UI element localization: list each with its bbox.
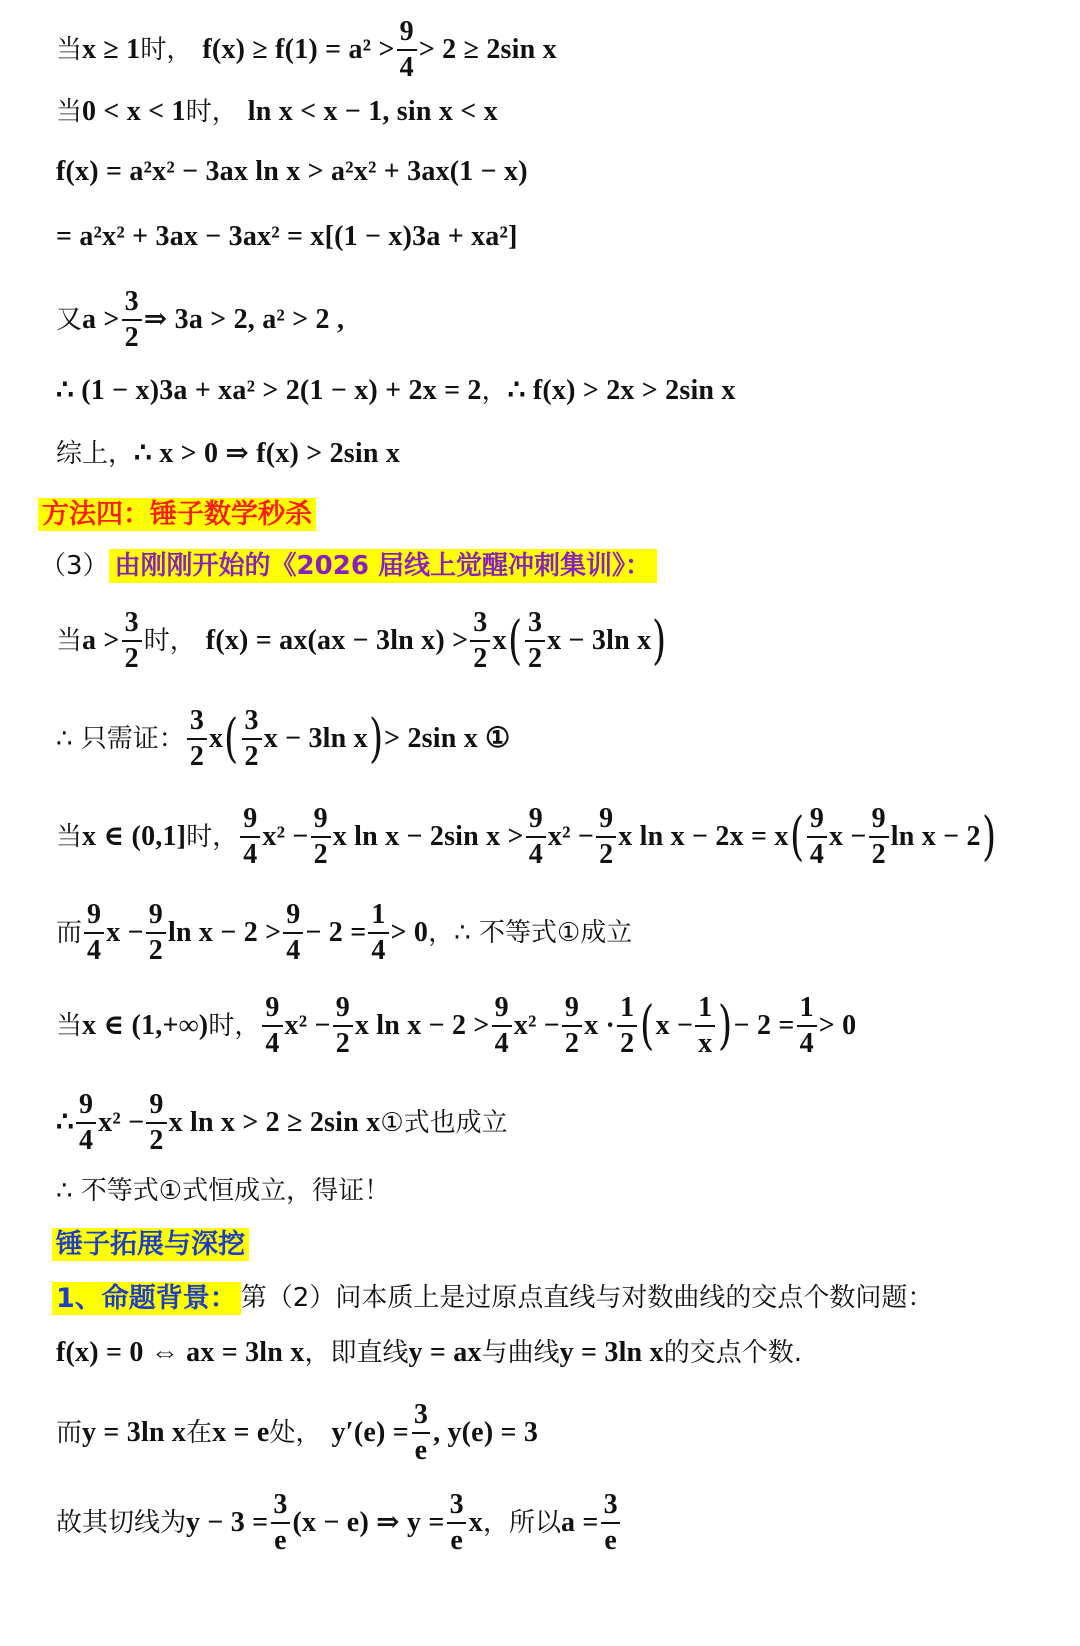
text: 当: [56, 35, 83, 65]
line-7: [56, 437, 1072, 471]
text: 时，: [208, 1011, 261, 1041]
line-10: ∴ 只需证： $\frac{3}{2}$ x ( $\frac{3}{2}$ x − 3ln x ) > 2sin x ①: [56, 705, 511, 772]
math: x² −: [284, 1010, 331, 1041]
fraction: $\frac{9}{4}$: [240, 805, 260, 869]
line-2: [56, 96, 1072, 128]
line-14: [56, 1087, 1072, 1159]
fraction: $\frac{9}{2}$: [562, 994, 582, 1058]
text: ∴ 不等式①式恒成立，得证！: [56, 1176, 391, 1206]
math: = a²x² + 3ax − 3ax² = x[(1 − x)3a + xa²]: [56, 221, 518, 252]
text: ①式也成立: [380, 1108, 508, 1138]
fraction: $\frac{3}{2}$: [242, 707, 262, 771]
math: y = 3ln x: [82, 1417, 187, 1448]
heading-text: 锤子拓展与深挖: [52, 1228, 249, 1261]
math: a >: [82, 304, 120, 335]
math: > 2 ≥ 2sin x: [418, 34, 557, 65]
fraction: $\frac{9}{4}$: [84, 901, 104, 965]
math: x² −: [262, 821, 309, 852]
fraction: $\frac{3}{e}$: [601, 1491, 621, 1555]
math: ∴ f(x) > 2x > 2sin x: [507, 375, 736, 406]
line-4: [56, 220, 1072, 254]
math: − 2 =: [733, 1010, 795, 1041]
math: > 0: [390, 917, 429, 948]
line-12: [56, 897, 1072, 969]
math: > 0: [818, 1010, 857, 1041]
text: 当: [56, 97, 83, 127]
line-13: 当 x ∈ (1,+∞) 时， $\frac{9}{4}$ x² − $\frac{9}{2}$ x ln x − 2 > $\frac{9}{4}$ x² − $\frac{9}{2}$ x · $\frac{1}{2}$ ( x − $\frac{1}{x}$ ) − 2 = $\frac{1}{4}$ > 0: [56, 992, 857, 1059]
math: , y(e) = 3: [433, 1417, 539, 1448]
fraction: $\frac{3}{2}$: [187, 707, 207, 771]
fraction: $\frac{9}{2}$: [333, 994, 353, 1058]
text: 故其切线为: [56, 1508, 187, 1538]
fraction: $\frac{1}{4}$: [797, 994, 817, 1058]
text: 而: [56, 1418, 83, 1448]
text: 的交点个数.: [663, 1338, 802, 1368]
math: x ln x − 2x = x: [618, 821, 789, 852]
text: ，∴ 不等式①成立: [428, 918, 633, 948]
math: x −: [829, 821, 867, 852]
fraction: $\frac{3}{2}$: [122, 288, 142, 352]
line-15: [56, 1174, 1072, 1208]
fraction: $\frac{1}{2}$: [617, 994, 637, 1058]
line-8: [40, 548, 1072, 584]
line-1: [56, 18, 1072, 82]
math: x ln x − 2sin x >: [332, 821, 524, 852]
fraction: $\frac{9}{2}$: [869, 805, 889, 869]
text: 当: [56, 626, 83, 656]
line-9: 当 a > $\frac{3}{2}$ 时， f(x) = ax(ax − 3ln x) > $\frac{3}{2}$ x ( $\frac{3}{2}$ x − 3ln x ): [56, 607, 667, 674]
fraction: $\frac{3}{e}$: [411, 1401, 431, 1465]
fraction: $\frac{3}{2}$: [122, 609, 142, 673]
highlight-text: 由刚刚开始的《2026 届线上觉醒冲刺集训》：: [109, 549, 657, 583]
math: x ≥ 1: [82, 34, 141, 65]
fraction: $\frac{3}{2}$: [470, 609, 490, 673]
math: − 2 =: [305, 917, 367, 948]
math: x ∈ (0,1]: [82, 821, 187, 852]
math: a =: [561, 1507, 599, 1538]
fraction: $\frac{9}{2}$: [146, 901, 166, 965]
math: x: [492, 625, 507, 656]
math: x −: [655, 1010, 694, 1041]
math: x² −: [98, 1107, 145, 1138]
text: ，所以: [483, 1508, 562, 1538]
math: y − 3 =: [186, 1507, 269, 1538]
fraction: $\frac{9}{4}$: [397, 18, 417, 82]
fraction: $\frac{9}{4}$: [807, 805, 827, 869]
fraction: $\frac{3}{2}$: [525, 609, 545, 673]
section-heading-method-four: [38, 496, 1072, 532]
math: 0 < x < 1: [82, 96, 186, 127]
fraction: $\frac{9}{2}$: [146, 1091, 166, 1155]
math: x ln x > 2 ≥ 2sin x: [168, 1107, 381, 1138]
math: ∴ x > 0 ⇒ f(x) > 2sin x: [134, 438, 401, 469]
math: x − 3ln x: [263, 723, 368, 754]
fraction: $\frac{9}{4}$: [526, 805, 546, 869]
text: 第（2）问本质上是过原点直线与对数曲线的交点个数问题：: [240, 1283, 934, 1313]
fraction: $\frac{9}{2}$: [311, 805, 331, 869]
text: 与曲线: [481, 1338, 560, 1368]
fraction: $\frac{1}{4}$: [368, 901, 388, 965]
fraction: $\frac{3}{e}$: [447, 1491, 467, 1555]
line-17: [56, 1335, 1072, 1371]
math: x − 3ln x: [547, 625, 652, 656]
math: ∴ (1 − x)3a + xa² > 2(1 − x) + 2x = 2: [56, 375, 482, 406]
fraction: $\frac{9}{4}$: [283, 901, 303, 965]
line-6: [56, 374, 1072, 408]
text: ∴ 只需证：: [56, 724, 185, 754]
heading-text: 方法四：锤子数学秒杀: [38, 498, 316, 531]
math: f(x) = a²x² − 3ax ln x > a²x² + 3ax(1 − x): [56, 156, 528, 187]
fraction: $\frac{9}{2}$: [596, 805, 616, 869]
math: f(x) = ax(ax − 3ln x) >: [205, 625, 469, 656]
math: ln x − 2 >: [167, 917, 282, 948]
math: x = e: [212, 1417, 270, 1448]
highlight-text: 1、命题背景：: [52, 1282, 241, 1315]
line-19: [56, 1490, 1072, 1556]
fraction: $\frac{9}{4}$: [262, 994, 282, 1058]
math: ln x < x − 1, sin x < x: [247, 96, 498, 127]
math: y = ax: [408, 1337, 482, 1368]
text: ，即直线: [304, 1338, 409, 1368]
text: ，: [481, 376, 508, 406]
math: x: [209, 723, 224, 754]
fraction: $\frac{9}{4}$: [492, 994, 512, 1058]
math: a >: [82, 625, 120, 656]
text: 又: [56, 305, 83, 335]
math: x ∈ (1,+∞): [82, 1010, 209, 1041]
line-11: 当 x ∈ (0,1] 时， $\frac{9}{4}$ x² − $\frac{9}{2}$ x ln x − 2sin x > $\frac{9}{4}$ x² − $\frac{9}{2}$ x ln x − 2x = x ( $\frac{9}{4}$ x − $\frac{9}{2}$ ln x − 2 ): [56, 803, 996, 870]
math: x² −: [547, 821, 595, 852]
text: 在: [186, 1418, 213, 1448]
line-3: [56, 155, 1072, 189]
math: y = 3ln x: [559, 1337, 664, 1368]
line-16: [52, 1280, 1072, 1316]
math: y′(e) =: [331, 1417, 409, 1448]
line-5: [56, 288, 1072, 352]
math: x ·: [584, 1010, 616, 1041]
text: 时，: [185, 97, 238, 127]
math: (x − e) ⇒ y =: [292, 1507, 445, 1538]
math: ⇒ 3a > 2, a² > 2 ,: [143, 304, 345, 335]
math: ∴: [56, 1107, 75, 1138]
section-heading-extension: [52, 1226, 1072, 1262]
text: 处，: [269, 1418, 322, 1448]
math: f(x) = 0 ⇔ ax = 3ln x: [56, 1337, 305, 1368]
text: 时，: [143, 626, 196, 656]
text: 而: [56, 918, 83, 948]
math: x² −: [513, 1010, 560, 1041]
line-18: [56, 1400, 1072, 1466]
math: x: [468, 1507, 483, 1538]
math: x −: [106, 917, 144, 948]
text: 综上，: [56, 439, 135, 469]
text: 时，: [140, 35, 193, 65]
math: x ln x − 2 >: [354, 1010, 490, 1041]
text: 当: [56, 1011, 83, 1041]
text: 当: [56, 822, 83, 852]
fraction: $\frac{9}{4}$: [76, 1091, 96, 1155]
fraction: $\frac{1}{x}$: [695, 994, 715, 1058]
text: 时，: [186, 822, 239, 852]
math: f(x) ≥ f(1) = a² >: [202, 34, 395, 65]
math: ln x − 2: [890, 821, 981, 852]
fraction: $\frac{3}{e}$: [270, 1491, 290, 1555]
math: > 2sin x ①: [384, 723, 511, 754]
text: （3）: [40, 551, 109, 581]
